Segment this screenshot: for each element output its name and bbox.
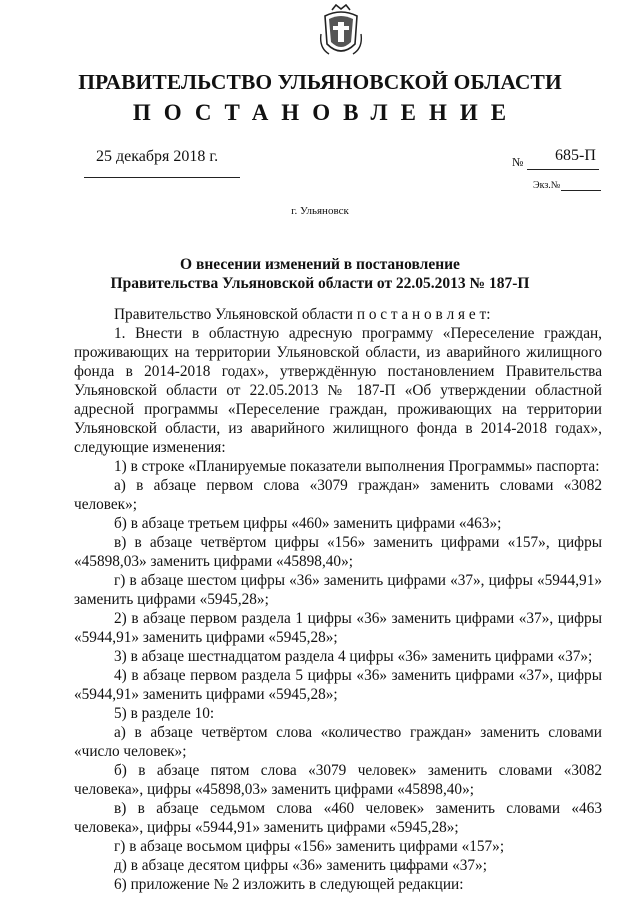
number-underline [527,169,599,170]
body-paragraph: г) в абзаце шестом цифры «36» заменить цифрами «37», цифры «5944,91» заменить цифрами «5945,28»; [74,572,602,608]
decree-date: 25 декабря 2018 г. [96,148,219,165]
body-paragraph: в) в абзаце четвёртом цифры «156» заменить цифрами «157», цифры «45898,03» заменить цифрами «45898,40»; [74,534,602,570]
body-paragraph: д) в абзаце десятом цифры «36» заменить цифрами «37»; [114,857,487,874]
body-paragraph: а) в абзаце первом слова «3079 граждан» заменить словами «3082 человек»; [74,477,602,513]
body-paragraph: а) в абзаце четвёртом слова «количество граждан» заменить словами «число человек»; [74,724,602,760]
city-name: г. Ульяновск [291,205,349,217]
body-paragraph: б) в абзаце пятом слова «3079 человек» заменить словами «3082 человека», цифры «45898,03» заменить цифрами «45898,40»; [74,762,602,798]
number-sign: № [512,155,524,169]
body-paragraph: 3) в абзаце шестнадцатом раздела 4 цифры «36» заменить цифрами «37»; [114,648,593,665]
document-type-heading: ПОСТАНОВЛЕНИЕ [132,100,520,125]
copy-number-label: Экз.№ [533,180,561,191]
body-paragraph: Правительство Ульяновской области п о с т а н о в л я е т: [114,306,491,323]
copy-number-underline [561,190,601,191]
body-paragraph: 1) в строке «Планируемые показатели выполнения Программы» паспорта: [114,458,600,475]
body-paragraph: 2) в абзаце первом раздела 1 цифры «36» заменить цифрами «37», цифры «5944,91» заменить цифрами «5945,28»; [74,610,602,646]
subject-line-2: Правительства Ульяновской области от 22.05.2013 № 187-П [110,275,530,292]
coat-of-arms-icon [319,4,363,60]
decree-body [74,305,602,894]
page-bottom-mark [395,868,425,869]
date-underline [84,177,240,178]
body-paragraph: 1. Внести в областную адресную программу «Переселение граждан, проживающих на территории Ульяновской области, из аварийного жилищного фонда в 2014-2018 годах», утверждённую постановлением Правительства Ульяновской области от 22.05.2013 № 187-П «Об утверждении областной адресной программы «Переселение граждан, проживающих на территории Ульяновской области, из аварийного жилищного фонда в 2014-2018 годах», следующие изменения: [74,325,602,456]
subject-line-1: О внесении изменений в постановление [180,256,460,273]
body-paragraph: 5) в разделе 10: [114,705,215,722]
decree-subject [0,255,640,293]
body-paragraph: 6) приложение № 2 изложить в следующей редакции: [114,876,464,893]
decree-number: 685-П [555,147,596,164]
body-paragraph: г) в абзаце восьмом цифры «156» заменить цифрами «157»; [114,838,505,855]
body-paragraph: в) в абзаце седьмом слова «460 человек» заменить словами «463 человека», цифры «5944,91» заменить цифрами «5945,28»; [74,800,602,836]
body-paragraph: 4) в абзаце первом раздела 5 цифры «36» заменить цифрами «37», цифры «5944,91» заменить цифрами «5945,28»; [74,667,602,703]
government-title: ПРАВИТЕЛЬСТВО УЛЬЯНОВСКОЙ ОБЛАСТИ [78,70,562,94]
body-paragraph: б) в абзаце третьем цифры «460» заменить цифрами «463»; [114,515,502,532]
